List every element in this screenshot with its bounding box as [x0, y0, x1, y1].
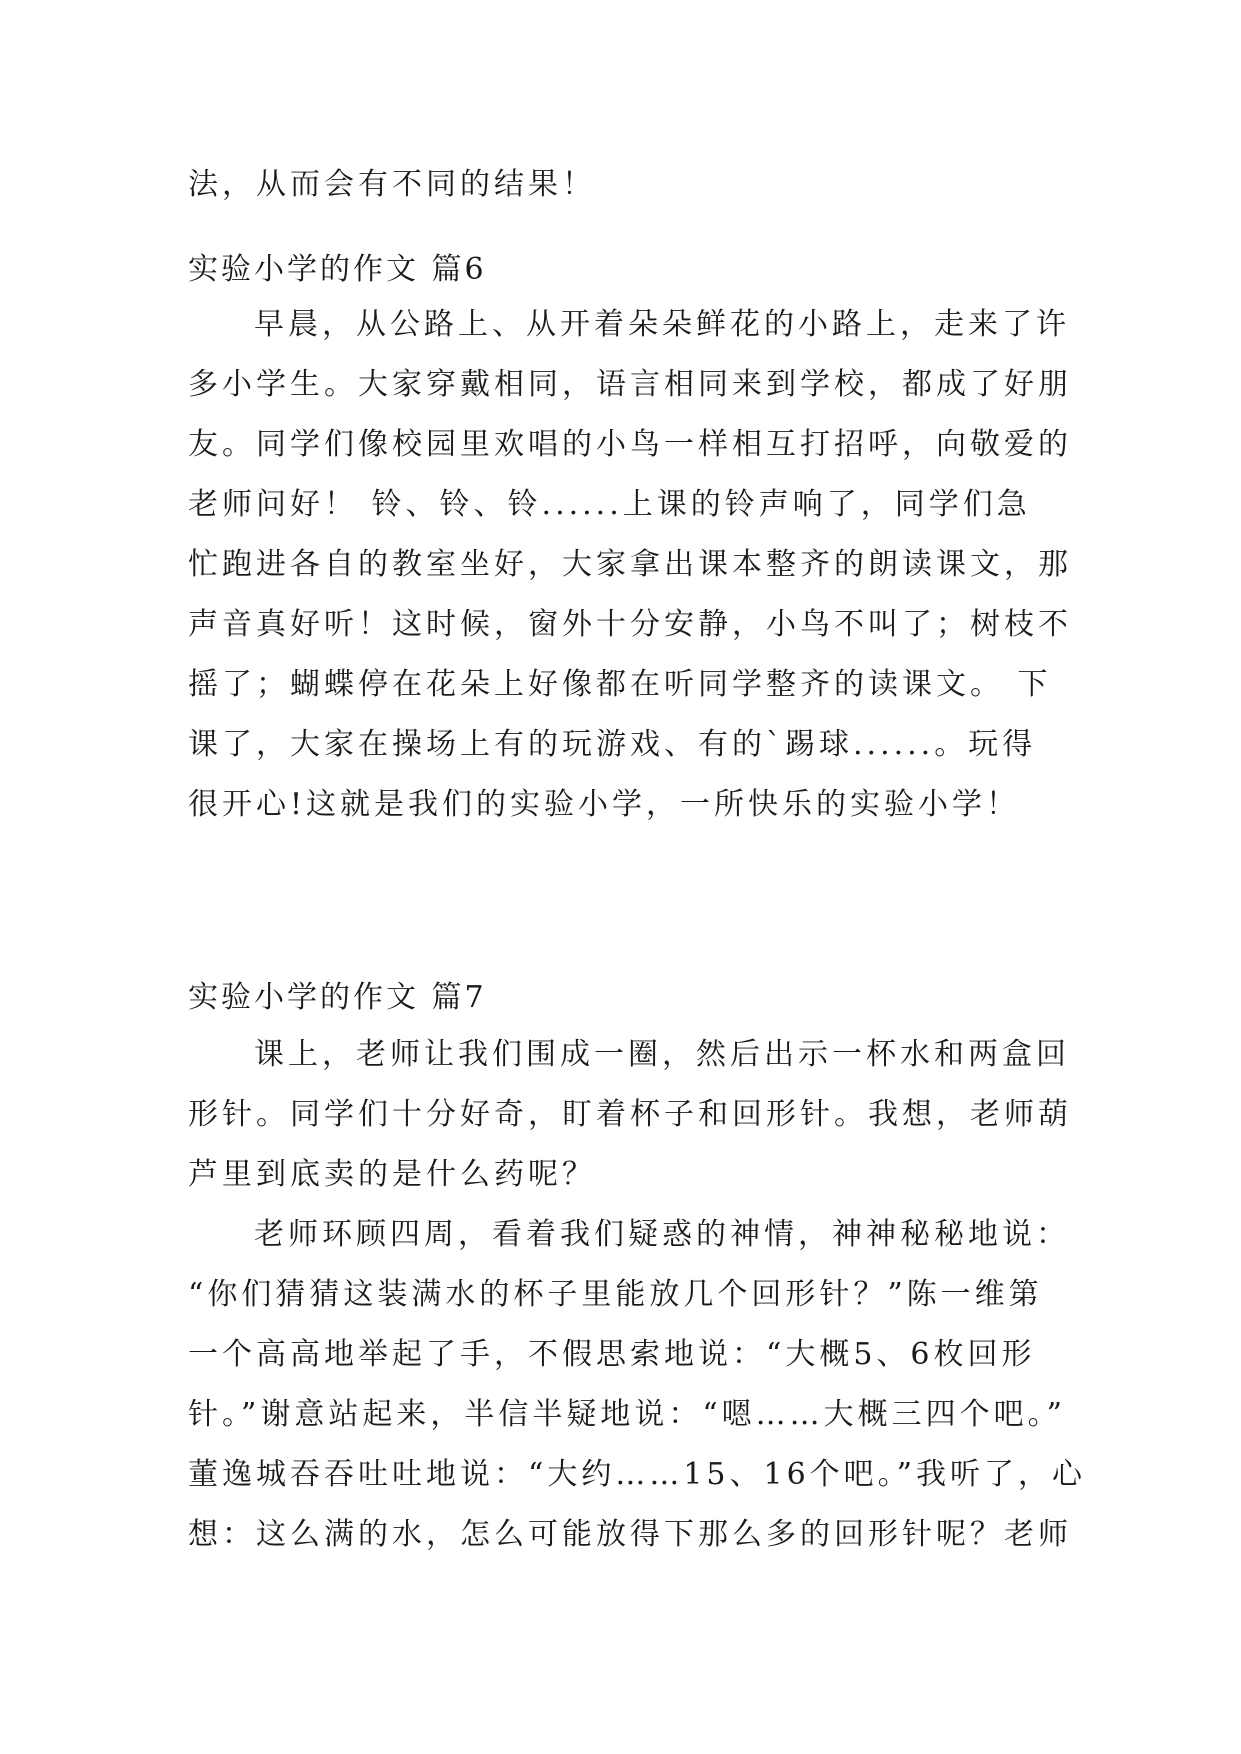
essay-7-paragraph-2: [188, 1205, 1087, 1565]
text-line: 法，从而会有不同的结果！: [188, 167, 596, 202]
text-line: 很开心!这就是我们的实验小学，一所快乐的实验小学！: [188, 787, 1021, 822]
text-line: “你们猜猜这装满水的杯子里能放几个回形针？”陈一维第: [188, 1277, 1043, 1312]
text-line: 形针。同学们十分好奇，盯着杯子和回形针。我想，老师葫: [188, 1097, 1072, 1132]
text-line: 针。”谢意站起来，半信半疑地说：“嗯……大概三四个吧。”: [188, 1397, 1067, 1432]
text-line: 课了，大家在操场上有的玩游戏、有的`踢球......。玩得: [188, 727, 1037, 762]
text-line: 老师环顾四周，看着我们疑惑的神情，神神秘秘地说：: [254, 1217, 1070, 1252]
text-line: 摇了；蝴蝶停在花朵上好像都在听同学整齐的读课文。 下: [188, 667, 1052, 702]
essay-6-title: 实验小学的作文 篇6: [188, 252, 487, 287]
text-line: 芦里到底卖的是什么药呢？: [188, 1157, 596, 1192]
text-line: 多小学生。大家穿戴相同，语言相同来到学校，都成了好朋: [188, 367, 1072, 402]
text-line: 董逸城吞吞吐吐地说：“大约……15、16个吧。”我听了，心: [188, 1457, 1087, 1492]
continuation-paragraph: [188, 155, 1058, 215]
text-line: 一个高高地举起了手，不假思索地说：“大概5、6枚回形: [188, 1337, 1036, 1372]
text-line: 早晨，从公路上、从开着朵朵鲜花的小路上，走来了许: [254, 307, 1070, 342]
text-line: 想：这么满的水，怎么可能放得下那么多的回形针呢？老师: [188, 1517, 1072, 1552]
text-line: 声音真好听！这时候，窗外十分安静，小鸟不叫了；树枝不: [188, 607, 1072, 642]
text-line: 课上，老师让我们围成一圈，然后出示一杯水和两盒回: [254, 1037, 1070, 1072]
text-line: 老师问好！ 铃、铃、铃......上课的铃声响了，同学们急: [188, 487, 1031, 522]
text-line: 忙跑进各自的教室坐好，大家拿出课本整齐的朗读课文，那: [188, 547, 1072, 582]
essay-7-title: 实验小学的作文 篇7: [188, 980, 487, 1015]
essay-6-paragraph: [188, 295, 1072, 835]
essay-7-paragraph-1: [188, 1025, 1072, 1205]
text-line: 友。同学们像校园里欢唱的小鸟一样相互打招呼，向敬爱的: [188, 427, 1072, 462]
